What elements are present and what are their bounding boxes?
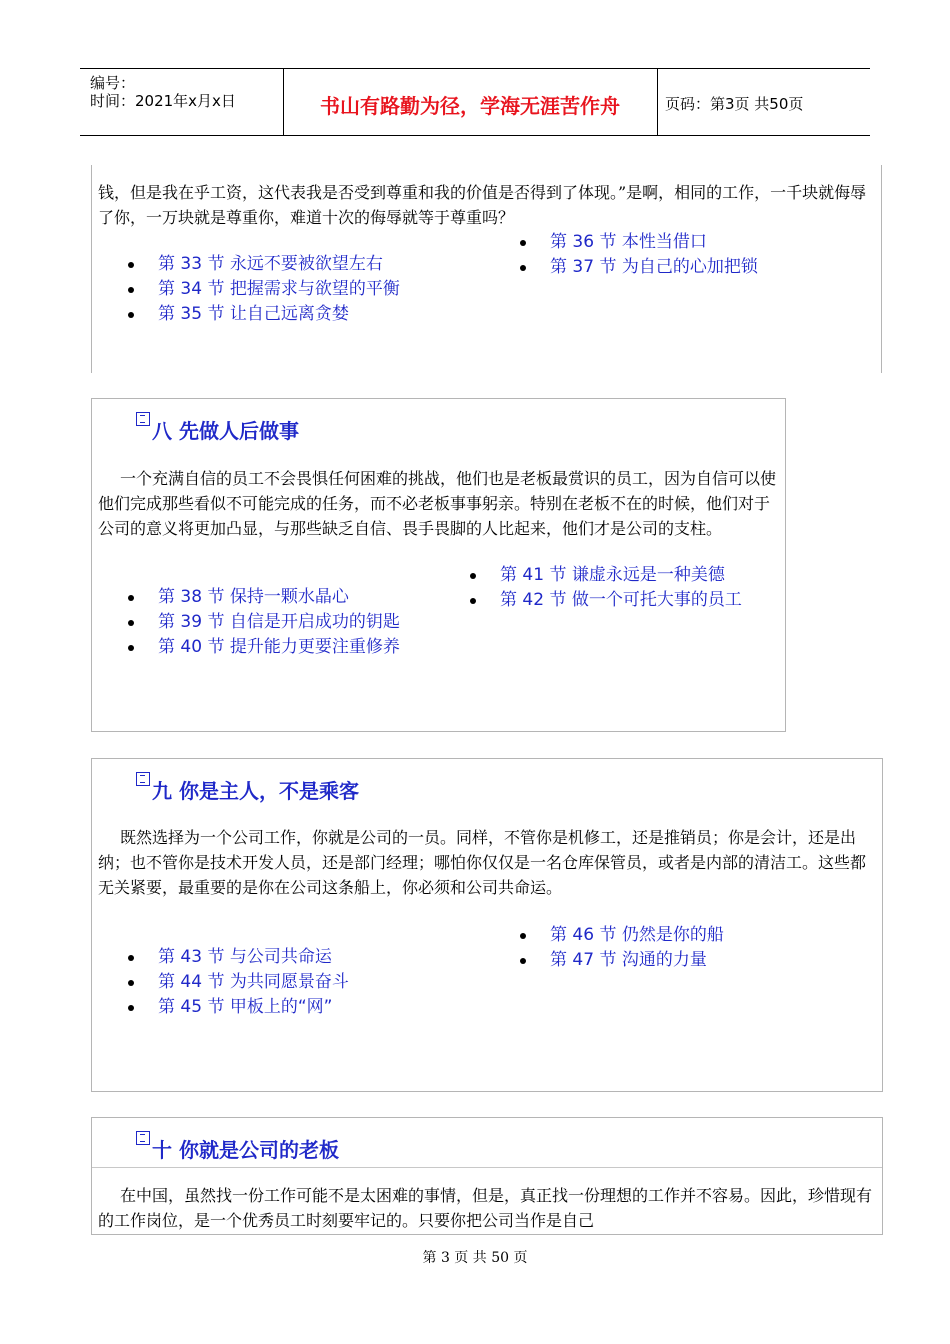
bullet-icon: [520, 265, 526, 271]
bullet-icon: [128, 1005, 134, 1011]
bullet-icon: [128, 262, 134, 268]
page-header: [80, 68, 870, 136]
document-icon: [136, 772, 150, 786]
chapter-link[interactable]: 第 33 节 永远不要被欲望左右: [158, 252, 400, 277]
section-title-divider: [92, 1167, 882, 1168]
chapter-link[interactable]: 第 47 节 沟通的力量: [550, 948, 724, 973]
bullet-icon: [128, 287, 134, 293]
document-icon: [136, 412, 150, 426]
chapter-link[interactable]: 第 37 节 为自己的心加把锁: [550, 255, 758, 280]
chapter-link[interactable]: 第 40 节 提升能力更要注重修养: [158, 635, 400, 660]
bullet-icon: [128, 645, 134, 651]
bullet-icon: [128, 980, 134, 986]
section-title: 十 你就是公司的老板: [136, 1131, 339, 1163]
bullet-icon: [520, 933, 526, 939]
body-paragraph: 既然选择为一个公司工作，你就是公司的一员。同样，不管你是机修工，还是推销员；你是会计，还是出纳；也不管你是技术开发人员，还是部门经理；哪怕你仅仅是一名仓库保管员，或者是内部的清洁工。这些都无关紧要，最重要的是你在公司这条船上，你必须和公司共命运。: [98, 828, 867, 897]
body-paragraph: 在中国，虽然找一份工作可能不是太困难的事情，但是，真正找一份理想的工作并不容易。因此，珍惜现有的工作岗位，是一个优秀员工时刻要牢记的。只要你把公司当作是自己: [98, 1186, 873, 1230]
section-links-left: [158, 945, 349, 1020]
body-paragraph: 钱，但是我在乎工资，这代表我是否受到尊重和我的价值是否得到了体现。”是啊，相同的工作，一千块就侮辱了你，一万块就是尊重你，难道十次的侮辱就等于尊重吗？: [98, 183, 867, 227]
chapter-link[interactable]: 第 46 节 仍然是你的船: [550, 923, 724, 948]
bullet-icon: [128, 312, 134, 318]
section-title: 八 先做人后做事: [136, 412, 299, 444]
chapter-link[interactable]: 第 43 节 与公司共命运: [158, 945, 349, 970]
section-links-right: [550, 230, 758, 280]
section-border-right: [881, 165, 882, 373]
bullet-icon: [520, 958, 526, 964]
chapter-link[interactable]: 第 35 节 让自己远离贪婪: [158, 302, 400, 327]
bullet-icon: [128, 620, 134, 626]
section-title: 九 你是主人，不是乘客: [136, 772, 359, 804]
section-links-right: [500, 563, 742, 613]
document-icon: [136, 1131, 150, 1145]
chapter-link[interactable]: 第 45 节 甲板上的“网”: [158, 995, 349, 1020]
serial-label: 编号：: [90, 74, 136, 92]
chapter-link[interactable]: 第 34 节 把握需求与欲望的平衡: [158, 277, 400, 302]
bullet-icon: [470, 573, 476, 579]
bullet-icon: [470, 598, 476, 604]
section-border-left: [91, 165, 92, 373]
bullet-icon: [520, 240, 526, 246]
bullet-icon: [128, 595, 134, 601]
header-bottom-rule: [80, 135, 870, 136]
motto: 书山有路勤为径，学海无涯苦作舟: [320, 94, 620, 118]
section-9-box: [91, 758, 883, 1092]
time-label: 时间：2021年x月x日: [90, 92, 236, 110]
chapter-link[interactable]: 第 41 节 谦虚永远是一种美德: [500, 563, 742, 588]
chapter-link[interactable]: 第 44 节 为共同愿景奋斗: [158, 970, 349, 995]
section-links-right: [550, 923, 724, 973]
header-divider: [657, 68, 658, 136]
header-top-rule: [80, 68, 870, 69]
chapter-link[interactable]: 第 38 节 保持一颗水晶心: [158, 585, 400, 610]
chapter-link[interactable]: 第 39 节 自信是开启成功的钥匙: [158, 610, 400, 635]
section-links-left: [158, 585, 400, 660]
section-links-left: [158, 252, 400, 327]
bullet-icon: [128, 955, 134, 961]
page-footer: 第 3 页 共 50 页: [422, 1250, 528, 1266]
page-code: 页码：第3页 共50页: [665, 95, 804, 113]
chapter-link[interactable]: 第 36 节 本性当借口: [550, 230, 758, 255]
chapter-link[interactable]: 第 42 节 做一个可托大事的员工: [500, 588, 742, 613]
body-paragraph: 一个充满自信的员工不会畏惧任何困难的挑战，他们也是老板最赏识的员工，因为自信可以使他们完成那些看似不可能完成的任务，而不必老板事事躬亲。特别在老板不在的时候，他们对于公司的意义将更加凸显，与那些缺乏自信、畏手畏脚的人比起来，他们才是公司的支柱。: [98, 469, 777, 538]
